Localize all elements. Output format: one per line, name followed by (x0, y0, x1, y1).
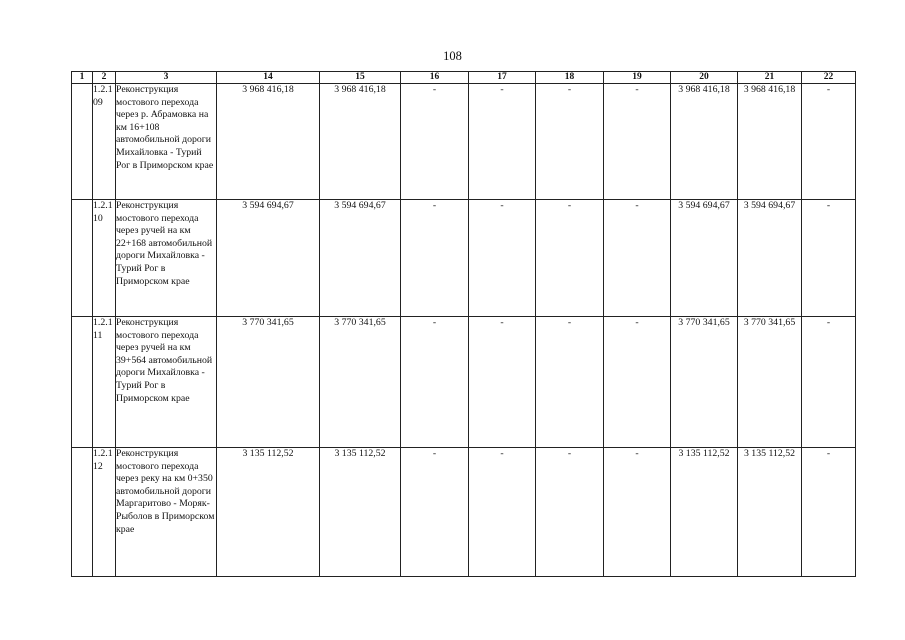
amount-col17: - (469, 200, 536, 317)
amount-col16: - (401, 317, 469, 448)
amount-col15: 3 594 694,67 (320, 200, 401, 317)
amount-col16: - (401, 448, 469, 577)
amount-col14: 3 594 694,67 (217, 200, 320, 317)
amount-col22: - (802, 317, 856, 448)
amount-col20: 3 770 341,65 (671, 317, 738, 448)
budget-table (71, 71, 856, 577)
amount-col19: - (604, 317, 671, 448)
column-header: 15 (320, 72, 401, 84)
item-code: 1.2.110 (93, 200, 116, 317)
table-row (72, 84, 856, 200)
row-number-cell (72, 317, 93, 448)
column-header: 21 (738, 72, 802, 84)
table-row (72, 448, 856, 577)
amount-col19: - (604, 448, 671, 577)
page-number: 108 (443, 49, 462, 63)
column-header: 14 (217, 72, 320, 84)
amount-col20: 3 968 416,18 (671, 84, 738, 200)
column-header: 18 (536, 72, 604, 84)
item-name: Реконструкция мостового перехода через ручей на км 39+564 автомобильной дороги Михайловка - Турий Рог в Приморском крае (116, 317, 217, 448)
table-row (72, 317, 856, 448)
amount-col18: - (536, 84, 604, 200)
amount-col14: 3 770 341,65 (217, 317, 320, 448)
item-code: 1.2.111 (93, 317, 116, 448)
amount-col22: - (802, 200, 856, 317)
column-header: 19 (604, 72, 671, 84)
column-header: 22 (802, 72, 856, 84)
amount-col21: 3 594 694,67 (738, 200, 802, 317)
amount-col21: 3 770 341,65 (738, 317, 802, 448)
amount-col16: - (401, 84, 469, 200)
column-header: 20 (671, 72, 738, 84)
amount-col18: - (536, 317, 604, 448)
amount-col15: 3 770 341,65 (320, 317, 401, 448)
header-row (72, 72, 856, 84)
amount-col21: 3 135 112,52 (738, 448, 802, 577)
amount-col14: 3 968 416,18 (217, 84, 320, 200)
amount-col19: - (604, 84, 671, 200)
amount-col21: 3 968 416,18 (738, 84, 802, 200)
amount-col17: - (469, 317, 536, 448)
column-header: 3 (116, 72, 217, 84)
column-header: 17 (469, 72, 536, 84)
row-number-cell (72, 200, 93, 317)
amount-col15: 3 135 112,52 (320, 448, 401, 577)
amount-col14: 3 135 112,52 (217, 448, 320, 577)
amount-col18: - (536, 448, 604, 577)
amount-col20: 3 135 112,52 (671, 448, 738, 577)
item-name: Реконструкция мостового перехода через ручей на км 22+168 автомобильной дороги Михайловка - Турий Рог в Приморском крае (116, 200, 217, 317)
amount-col20: 3 594 694,67 (671, 200, 738, 317)
amount-col22: - (802, 448, 856, 577)
column-header: 2 (93, 72, 116, 84)
amount-col17: - (469, 84, 536, 200)
row-number-cell (72, 448, 93, 577)
item-name: Реконструкция мостового перехода через реку на км 0+350 автомобильной дороги Маргаритово - Моряк-Рыболов в Приморском крае (116, 448, 217, 577)
amount-col18: - (536, 200, 604, 317)
item-code: 1.2.112 (93, 448, 116, 577)
column-header: 1 (72, 72, 93, 84)
amount-col15: 3 968 416,18 (320, 84, 401, 200)
item-name: Реконструкция мостового перехода через р. Абрамовка на км 16+108 автомобильной дороги Михайловка - Турий Рог в Приморском крае (116, 84, 217, 200)
amount-col16: - (401, 200, 469, 317)
column-header: 16 (401, 72, 469, 84)
amount-col19: - (604, 200, 671, 317)
item-code: 1.2.109 (93, 84, 116, 200)
row-number-cell (72, 84, 93, 200)
amount-col22: - (802, 84, 856, 200)
amount-col17: - (469, 448, 536, 577)
table-row (72, 200, 856, 317)
